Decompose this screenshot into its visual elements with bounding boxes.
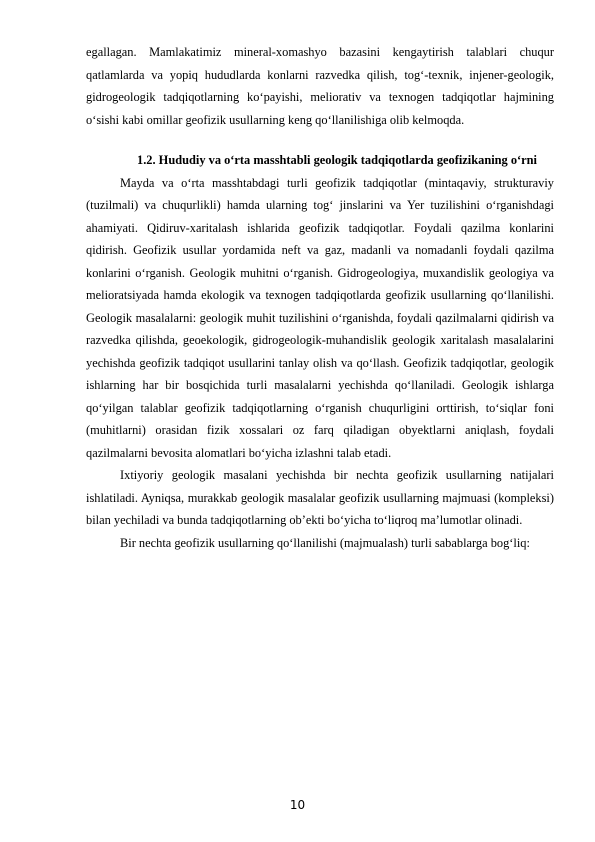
page-body [86, 41, 554, 554]
page-number: 10 [289, 798, 306, 812]
paragraph-2: Ixtiyoriy geologik masalani yechishda bir nechta geofizik usullarning natijalari ishlatiladi. Ayniqsa, murakkab geologik masalalar geofizik usullarning majmuasi (kompleksi) bilan yechiladi va bunda tadqiqotlarning ob’ekti bo‘yicha to‘liqroq ma’lumotlar olinadi. [86, 468, 554, 527]
section-heading: 1.2. Hududiy va o‘rta masshtabli geologik tadqiqotlarda geofizikaning o‘rni [137, 153, 537, 167]
paragraph-3: Bir nechta geofizik usullarning qo‘llanilishi (majmualash) turli sabablarga bog‘liq: [120, 535, 530, 550]
paragraph-intro: egallagan. Mamlakatimiz mineral-xomashyo bazasini kengaytirish talablari chuqur qatlamlarda va yopiq hududlarda konlarni razvedka qilish, tog‘-texnik, injener-geologik, gidrogeologik tadqiqotlarning ko‘payishi, meliorativ va texnogen tadqiqotlar hajmining o‘sishi kabi omillar geofizik usullarning keng qo‘llanilishiga olib kelmoqda. [86, 45, 554, 127]
spacer [86, 131, 554, 149]
paragraph-1: Mayda va o‘rta masshtabdagi turli geofizik tadqiqotlar (mintaqaviy, strukturaviy (tuzilmali) va chuqurlikli) hamda ularning tog‘ jinslarini va Yer tuzilishini o‘rganishdagi ahamiyati. Qidiruv-xaritalash ishlarida geofizik tadqiqotlar. Foydali qazilma konlarini qidirish. Geofizik usullar yordamida neft va gaz, madanli va nomadanli foydali qazilma konlarini o‘rganish. Geologik muhitni o‘rganish. Gidrogeologiya, muxandislik geologiya va melioratsiyada hamda ekologik va texnogen tadqiqotlarda geofizik usullarning qo‘llanilishi. Geologik masalalarni: geologik muhit tuzilishini o‘rganishda, foydali qazilmalarni qidirish va razvedka qilishda, geoekologik, gidrogeologik-muhandislik geologik xaritalash masalalarini yechishda geofizik tadqiqot usullarini tanlay olish va qo‘llash. Geofizik tadqiqotlar, geologik ishlarning har bir bosqichida turli masalalarni yechishda qo‘llaniladi. Geologik ishlarga qo‘yilgan talablar geofizik tadqiqotlarning o‘rganish chuqurligini orttirish, to‘siqlar foni (muhitlarni) orasidan fizik xossalari oz farq qiladigan obyektlarni aniqlash, foydali qazilmalarni bevosita alomatlari bo‘yicha izlashni talab etadi. [86, 175, 554, 460]
